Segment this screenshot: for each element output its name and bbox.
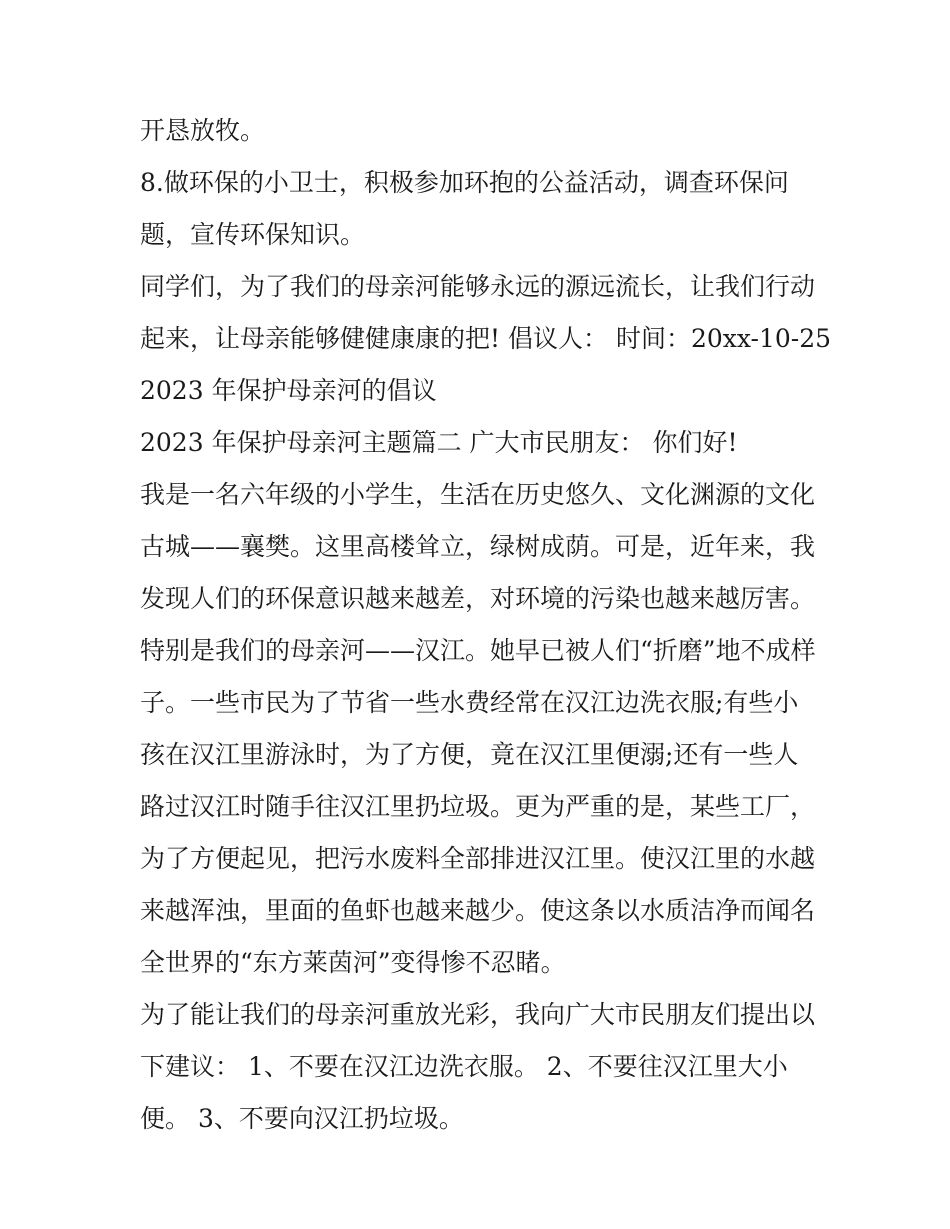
text-line: 2023 年保护母亲河主题篇二 广大市民朋友： 你们好! <box>140 428 738 457</box>
text-line: 路过汉江时随手往汉江里扔垃圾。更为严重的是，某些工厂， <box>140 792 816 821</box>
text-line: 发现人们的环保意识越来越差，对环境的污染也越来越厉害。 <box>140 584 816 613</box>
text-line: 题，宣传环保知识。 <box>140 220 366 249</box>
text-line: 来越浑浊，里面的鱼虾也越来越少。使这条以水质洁净而闻名 <box>140 896 816 925</box>
text-line: 便。 3、不要向汉江扔垃圾。 <box>140 1104 464 1133</box>
text-line: 2023 年保护母亲河的倡议 <box>140 376 437 405</box>
text-line: 我是一名六年级的小学生，生活在历史悠久、文化渊源的文化 <box>140 480 816 509</box>
text-line: 8.做环保的小卫士，积极参加环抱的公益活动，调查环保问 <box>140 168 789 197</box>
text-line: 为了方便起见，把污水废料全部排进汉江里。使汉江里的水越 <box>140 844 816 873</box>
text-line: 开恳放牧。 <box>140 116 266 145</box>
text-line: 全世界的“东方莱茵河”变得惨不忍睹。 <box>140 948 566 977</box>
text-line: 为了能让我们的母亲河重放光彩，我向广大市民朋友们提出以 <box>140 1000 816 1029</box>
text-line: 下建议： 1、不要在汉江边洗衣服。 2、不要往汉江里大小 <box>140 1052 788 1081</box>
text-line: 起来，让母亲能够健健康康的把! 倡议人： 时间：20xx-10-25 <box>140 324 832 353</box>
text-line: 孩在汉江里游泳时，为了方便，竟在汉江里便溺;还有一些人 <box>140 740 799 769</box>
document-body <box>140 108 832 1142</box>
text-line: 古城——襄樊。这里高楼耸立，绿树成荫。可是，近年来，我 <box>140 532 816 561</box>
text-line: 子。一些市民为了节省一些水费经常在汉江边洗衣服;有些小 <box>140 688 799 717</box>
text-line: 特别是我们的母亲河——汉江。她早已被人们“折磨”地不成样 <box>140 636 816 665</box>
text-line: 同学们，为了我们的母亲河能够永远的源远流长，让我们行动 <box>140 272 816 301</box>
